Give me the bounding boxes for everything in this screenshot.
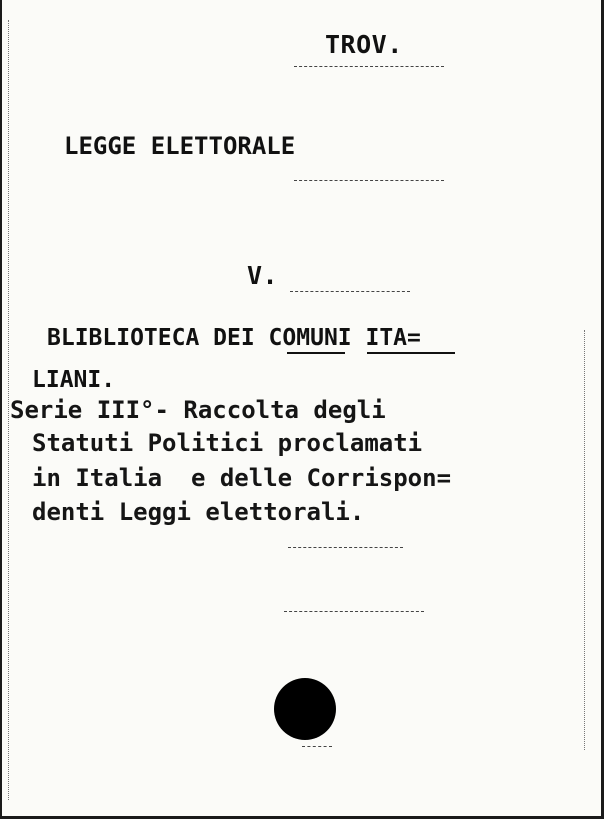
series-title-line-2: LIANI.: [32, 367, 116, 393]
series-title-line-1: BLIBLIOTECA DEI COMUNI ITA=: [47, 325, 421, 351]
rule-line: [294, 180, 444, 181]
underline: [287, 352, 345, 354]
subject-heading: LEGGE ELETTORALE: [64, 132, 296, 160]
punch-hole: [274, 678, 336, 740]
body-line-4: denti Leggi elettorali.: [32, 498, 365, 526]
volume-label: V.: [247, 261, 279, 290]
rule-line: [284, 611, 424, 612]
body-line-2: Statuti Politici proclamati: [32, 429, 423, 457]
card-edge-mark: [8, 20, 9, 800]
underline: [367, 352, 455, 354]
rule-line: [290, 291, 410, 292]
rule-line: [302, 746, 332, 747]
rule-line: [288, 547, 403, 548]
body-line-1: Serie III°- Raccolta degli: [10, 396, 386, 424]
body-line-3: in Italia e delle Corrispon=: [32, 464, 452, 492]
card-edge-mark: [584, 330, 585, 750]
abbreviation: TROV.: [325, 30, 403, 59]
rule-line: [294, 66, 444, 67]
